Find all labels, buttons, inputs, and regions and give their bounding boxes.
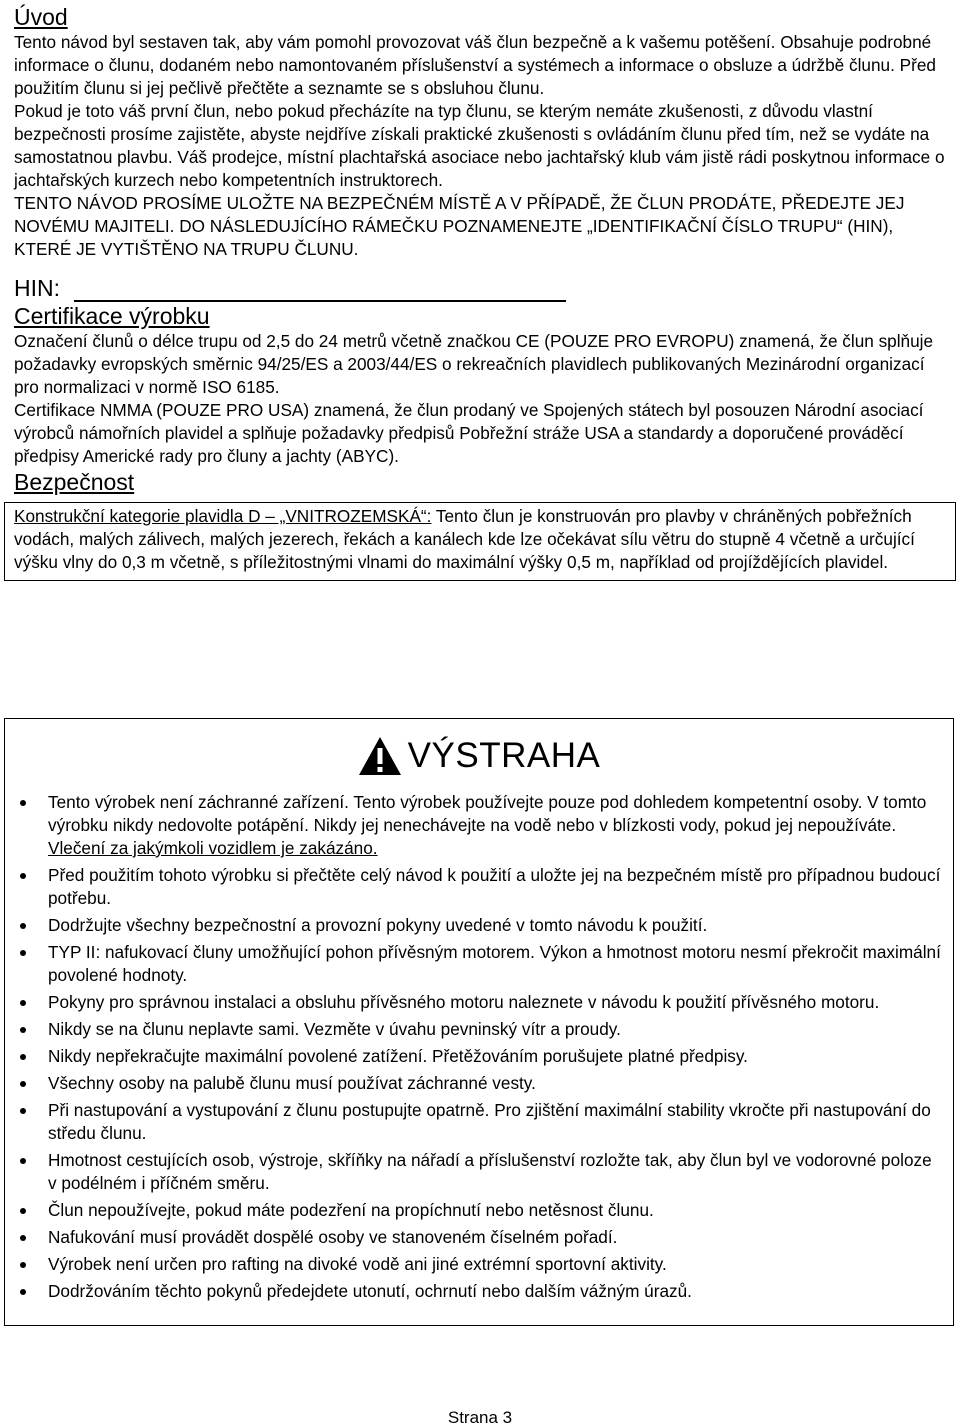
warning-item [48, 1018, 941, 1041]
warning-item-text: Před použitím tohoto výrobku si přečtěte celý návod k použití a uložte jej na bezpečném místě pro případnou budoucí potřebu. [48, 865, 941, 908]
bullet-icon [20, 1289, 26, 1295]
warning-item-text: Výrobek není určen pro rafting na divoké vodě ani jiné extrémní sportovní aktivity. [48, 1254, 667, 1274]
bullet-icon [20, 1158, 26, 1164]
certification-paragraph-ce [14, 330, 946, 399]
nmma-text-start: Certifikace [14, 400, 100, 420]
bullet-icon [20, 873, 26, 879]
warning-item [48, 914, 941, 937]
intro-heading: Úvod [14, 4, 68, 30]
warning-triangle-icon [358, 736, 402, 776]
design-category-text: Tento člun je konstruován pro plavby v chráněných pobřežních vodách, malých zálivech, malých jezerech, řekách a kanálech kde lze očekávat sílu větru do stupně 4 včetně a určující výšku vlny do 0,3 m včetně, s příležitostnými vlnami do maximální výšky 0,5 m, například od projíždějících plavidel. [14, 506, 915, 572]
warning-item [48, 864, 941, 910]
hin-label: HIN: [14, 275, 60, 301]
hin-blank-line [74, 276, 566, 302]
design-category-box [4, 502, 956, 574]
warning-item [48, 1045, 941, 1068]
intro-paragraph-3: TENTO NÁVOD PROSÍME ULOŽTE NA BEZPEČNÉM MÍSTĚ A V PŘÍPADĚ, ŽE ČLUN PRODÁTE, PŘEDEJTE JEJ NOVÉMU MAJITELI. DO NÁSLEDUJÍCÍHO RÁMEČKU POZNAMENEJTE „IDENTIFIKAČNÍ ČÍSLO TRUPU“ (HIN), KTERÉ JE VYTIŠTĚNO NA TRUPU ČLUNU. [14, 193, 905, 259]
warning-list [5, 791, 953, 1303]
bullet-icon [20, 950, 26, 956]
bullet-icon [20, 1108, 26, 1114]
bullet-icon [20, 1081, 26, 1087]
warning-item [48, 1253, 941, 1276]
bullet-icon [20, 1208, 26, 1214]
design-category-paragraph [14, 505, 946, 574]
warning-item [48, 791, 941, 860]
bullet-icon [20, 1235, 26, 1241]
warning-item [48, 991, 941, 1014]
design-category-label: Konstrukční kategorie plavidla D – „VNITROZEMSKÁ“: [14, 506, 432, 526]
page-content [14, 0, 946, 581]
certification-paragraph-nmma [14, 399, 946, 468]
bullet-icon [20, 1000, 26, 1006]
hin-field [14, 270, 946, 302]
warning-item-text: Pokyny pro správnou instalaci a obsluhu přívěsného motoru naleznete v návodu k použití přívěsného motoru. [48, 992, 880, 1012]
warning-box [4, 718, 954, 1326]
towing-prohibited-text: Vlečení za jakýmkoli vozidlem je zakázáno. [48, 838, 378, 858]
bullet-icon [20, 1027, 26, 1033]
warning-item [48, 1072, 941, 1095]
page-number: Strana 3 [447, 1408, 513, 1427]
warning-item-text: Při nastupování a vystupování z člunu postupujte opatrně. Pro zjištění maximální stability vkročte při nastupování do středu člunu. [48, 1100, 931, 1143]
warning-item [48, 1280, 941, 1303]
warning-item-text: Nikdy se na člunu neplavte sami. Vezměte v úvahu pevninský vítr a proudy. [48, 1019, 621, 1039]
warning-item [48, 1149, 941, 1195]
warning-title: VÝSTRAHA [407, 736, 601, 775]
safety-heading: Bezpečnost [14, 469, 135, 495]
bullet-icon [20, 800, 26, 806]
certification-heading: Certifikace výrobku [14, 303, 210, 329]
bullet-icon [20, 1054, 26, 1060]
warning-item-text: Dodržováním těchto pokynů předejdete utonutí, ochrnutí nebo dalším vážným úrazů. [48, 1281, 692, 1301]
warning-item [48, 1099, 941, 1145]
design-category-box-bottom [4, 574, 956, 581]
ce-mark-text: CE [515, 331, 540, 351]
nmma-text-end: (POUZE PRO USA) znamená, že člun prodaný ve Spojených státech byl posouzen Národní asociací výrobců námořních plavidel a splňuje požadavky předpisů Pobřežní stráže USA a standardy a doporučené prováděcí předpisy Americké rady pro čluny a jachty (ABYC). [14, 400, 924, 466]
warning-item [48, 941, 941, 987]
ce-text-end: (POUZE PRO EVROPU) znamená, že člun splňuje požadavky evropských směrnic 94/25/ES a 2003/44/ES o rekreačních plavidlech publikovaných Mezinárodní organizací pro normalizaci v normě ISO 6185. [14, 331, 934, 397]
warning-item-text: Všechny osoby na palubě člunu musí používat záchranné vesty. [48, 1073, 536, 1093]
bullet-icon [20, 923, 26, 929]
nmma-mark-text: NMMA [99, 400, 152, 420]
warning-item [48, 1199, 941, 1222]
ce-text-start: Označení člunů o délce trupu od 2,5 do 24 metrů včetně značkou [14, 331, 516, 351]
warning-item-text: Tento výrobek není záchranné zařízení. Tento výrobek používejte pouze pod dohledem kompetentní osoby. V tomto výrobku nikdy nedovolte potápění. Nikdy jej nenechávejte na vodě nebo v blízkosti vody, pokud jej nepoužíváte. [48, 792, 927, 835]
bullet-icon [20, 1262, 26, 1268]
warning-item-text: TYP II: nafukovací čluny umožňující pohon přívěsným motorem. Výkon a hmotnost motoru nesmí překročit maximální povolené hodnoty. [48, 942, 941, 985]
intro-paragraph-2: Pokud je toto váš první člun, nebo pokud přecházíte na typ člunu, se kterým nemáte zkušenosti, z důvodu vlastní bezpečnosti prosíme zajistěte, abyste nejdříve získali praktické zkušenosti s ovládáním člunu před tím, než se vydáte na samostatnou plavbu. Váš prodejce, místní plachtařská asociace nebo jachtařský klub vám jistě rádi poskytnou informace o jachtařských kurzech nebo kompetentních instruktorech. [14, 101, 945, 190]
warning-item-text: Nikdy nepřekračujte maximální povolené zatížení. Přetěžováním porušujete platné předpisy. [48, 1046, 748, 1066]
intro-paragraph-1: Tento návod byl sestaven tak, aby vám pomohl provozovat váš člun bezpečně a k vašemu potěšení. Obsahuje podrobné informace o člunu, dodaném nebo namontovaném příslušenství a systémech a informace o obsluze a údržbě člunu. Před použitím člunu si jej pečlivě přečtěte a seznamte se s obsluhou člunu. [14, 32, 936, 98]
warning-item-text: Hmotnost cestujících osob, výstroje, skříňky na nářadí a příslušenství rozložte tak, aby člun byl ve vodorovné poloze v podélném i příčném směru. [48, 1150, 932, 1193]
warning-header [5, 729, 953, 783]
warning-item-text: Nafukování musí provádět dospělé osoby ve stanoveném číselném pořadí. [48, 1227, 618, 1247]
warning-item-text: Člun nepoužívejte, pokud máte podezření na propíchnutí nebo netěsnost člunu. [48, 1200, 654, 1220]
warning-item [48, 1226, 941, 1249]
warning-item-text: Dodržujte všechny bezpečnostní a provozní pokyny uvedené v tomto návodu k použití. [48, 915, 708, 935]
page-footer [0, 1408, 960, 1428]
